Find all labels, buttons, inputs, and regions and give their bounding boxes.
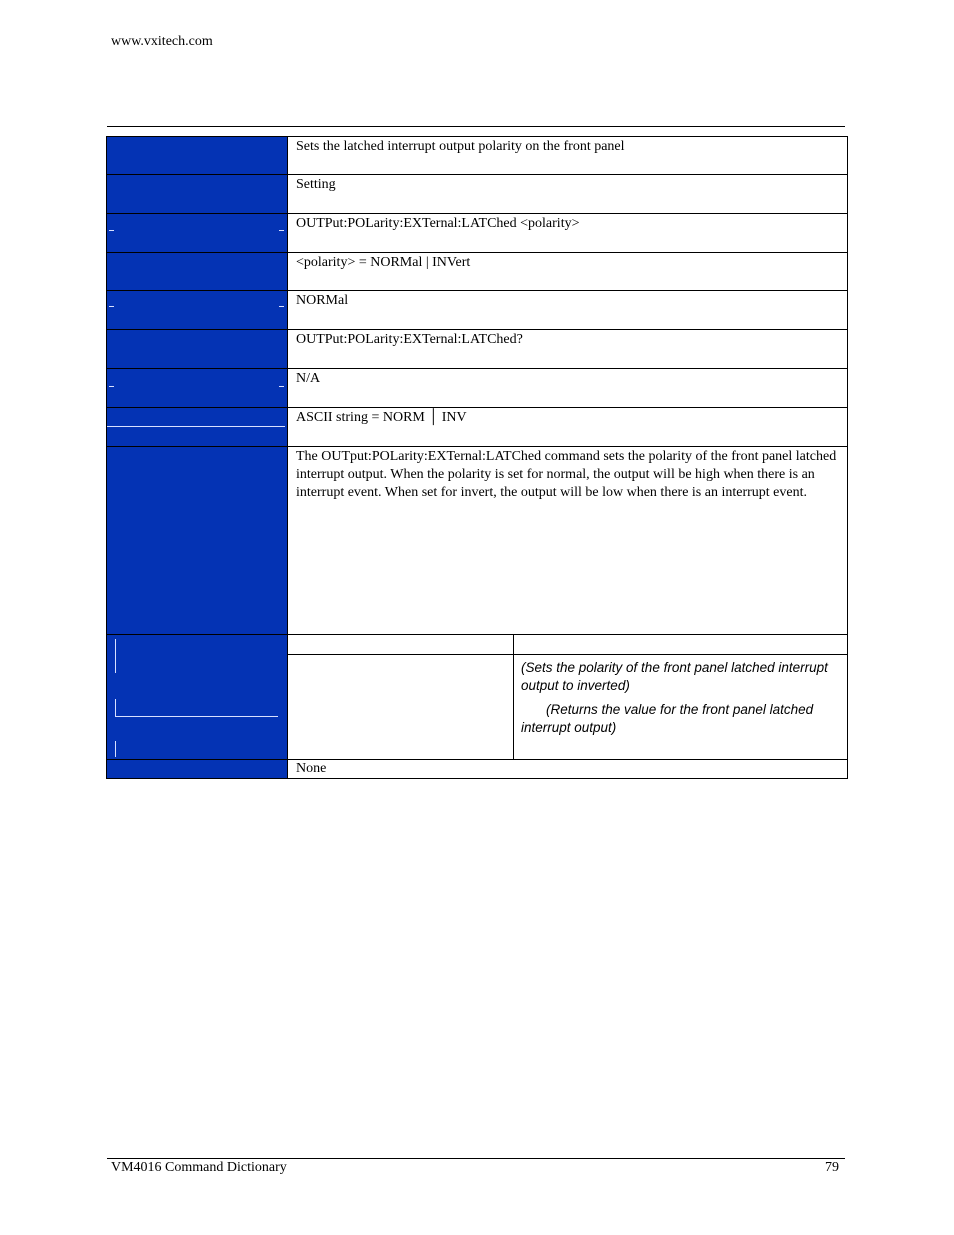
header-rule [107, 126, 845, 127]
label-description [107, 447, 288, 635]
label-purpose [107, 137, 288, 175]
label-query-response [107, 408, 288, 447]
examples-header-response [514, 635, 848, 655]
description-value: The OUTput:POLarity:EXTernal:LATChed command sets the polarity of the front panel latched interrupt output. When the polarity is set for normal, the output will be high when there is an interrupt event. When set for invert, the output will be low when there is an interrupt event. [288, 447, 848, 635]
row-examples [107, 635, 848, 760]
command-syntax-value: OUTPut:POLarity:EXTernal:LATChed <polarity> [288, 214, 848, 253]
row-query-response [107, 408, 848, 447]
purpose-value: Sets the latched interrupt output polarity on the front panel [288, 137, 848, 175]
row-query-parameters [107, 369, 848, 408]
reset-value: NORMal [288, 291, 848, 330]
label-command-syntax [107, 214, 288, 253]
label-reset-value [107, 291, 288, 330]
page-number: 79 [825, 1160, 839, 1175]
examples-responses [514, 655, 848, 760]
example-set-comment: (Sets the polarity of the front panel latched interrupt output to inverted) [521, 660, 828, 693]
footer-title: VM4016 Command Dictionary [111, 1160, 287, 1175]
query-parameters-value: N/A [288, 369, 848, 408]
row-command-syntax [107, 214, 848, 253]
label-examples [107, 635, 288, 760]
row-related-commands [107, 760, 848, 779]
examples-commands [288, 655, 514, 760]
query-response-value: ASCII string = NORM │ INV [288, 408, 848, 447]
examples-table [288, 635, 847, 759]
related-commands-value: None [288, 760, 848, 779]
query-syntax-value: OUTPut:POLarity:EXTernal:LATChed? [288, 330, 848, 369]
examples-cell [288, 635, 848, 760]
row-purpose [107, 137, 848, 175]
label-query-parameters [107, 369, 288, 408]
row-description [107, 447, 848, 635]
header-url: www.vxitech.com [111, 34, 213, 49]
command-parameters-value: <polarity> = NORMal | INVert [288, 253, 848, 291]
label-type [107, 175, 288, 214]
row-command-parameters [107, 253, 848, 291]
example-query-comment: (Returns the value for the front panel latched interrupt output) [521, 702, 814, 735]
examples-header-command [288, 635, 514, 655]
row-type [107, 175, 848, 214]
label-related-commands [107, 760, 288, 779]
row-reset-value [107, 291, 848, 330]
examples-header-row [288, 635, 847, 655]
type-value: Setting [288, 175, 848, 214]
footer-rule [107, 1158, 845, 1159]
examples-body-row [288, 655, 847, 760]
row-query-syntax [107, 330, 848, 369]
label-command-parameters [107, 253, 288, 291]
label-query-syntax [107, 330, 288, 369]
command-table [106, 136, 848, 779]
